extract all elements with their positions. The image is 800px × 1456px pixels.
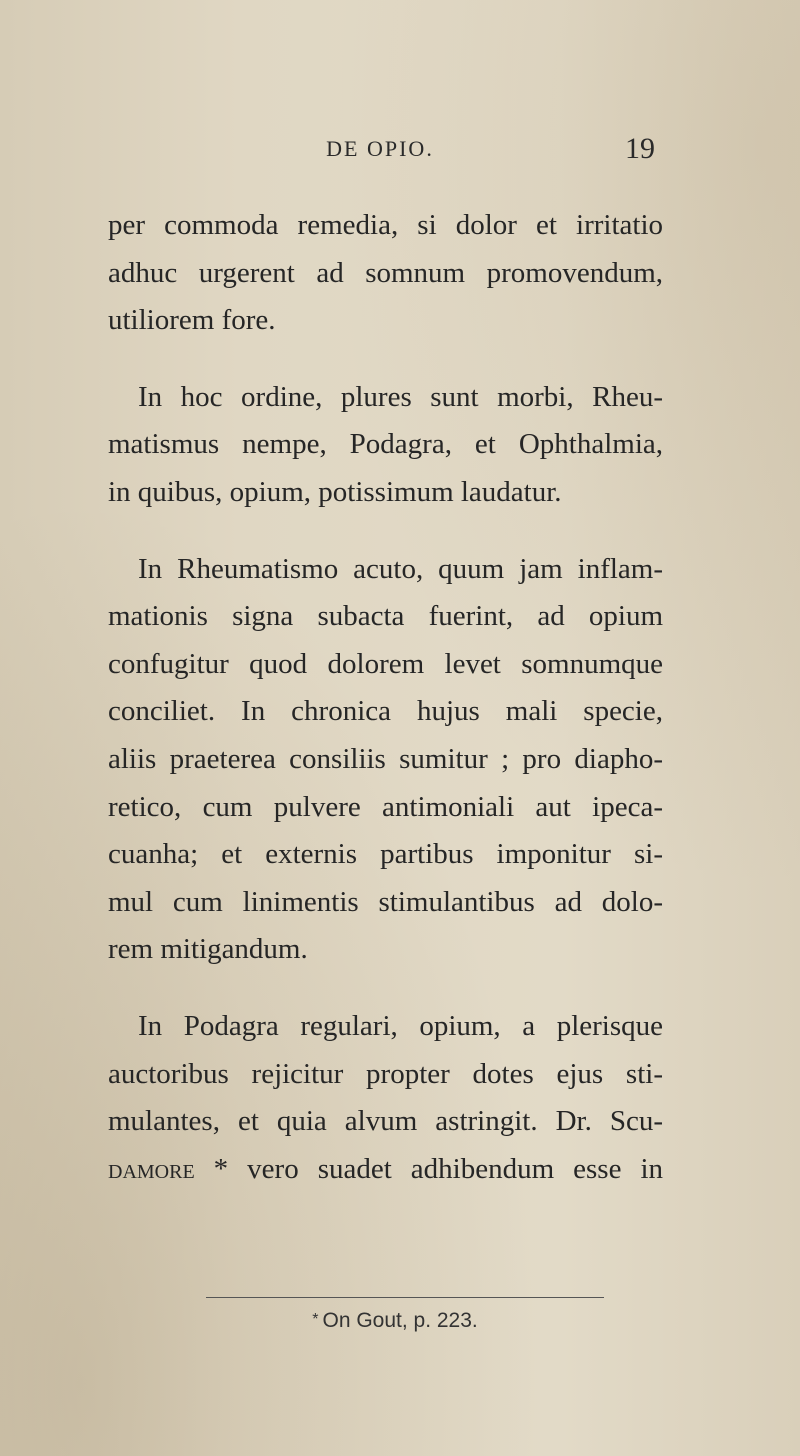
footnote-rule [206, 1297, 604, 1298]
text-line: mulantes, et quia alvum astringit. Dr. Scu- [108, 1105, 663, 1138]
footnote-mark: * [312, 1311, 319, 1328]
footnote [0, 1309, 800, 1333]
text-line: adhuc urgerent ad somnum promovendum, [108, 256, 663, 289]
body-text [108, 202, 663, 1222]
paragraph-4 [108, 1003, 663, 1193]
text-line: utiliorem fore. [108, 304, 276, 337]
text-line-rest: vero suadet adhibendum esse in [228, 1152, 664, 1185]
text-line: mul cum linimentis stimulantibus ad dolo- [108, 885, 663, 918]
running-title: DE OPIO. [326, 136, 434, 161]
running-head [0, 132, 800, 166]
text-line: cuanha; et externis partibus imponitur si- [108, 838, 663, 871]
footnote-ref-mark[interactable]: * [213, 1152, 229, 1185]
text-line: per commoda remedia, si dolor et irritatio [108, 209, 663, 241]
page-number: 19 [625, 132, 655, 165]
text-line: conciliet. In chronica hujus mali specie, [108, 695, 663, 728]
text-line: in quibus, opium, potissimum laudatur. [108, 475, 562, 508]
paragraph-2 [108, 374, 663, 517]
text-line-with-footnote-ref [108, 1146, 663, 1194]
text-line: confugitur quod dolorem levet somnumque [108, 647, 663, 680]
text-line: aliis praeterea consiliis sumitur ; pro diapho- [108, 742, 663, 775]
text-line: matismus nempe, Podagra, et Ophthalmia, [108, 428, 663, 461]
text-line: retico, cum pulvere antimoniali aut ipeca- [108, 790, 663, 823]
author-name-smallcaps: damore [108, 1152, 195, 1185]
text-line: mationis signa subacta fuerint, ad opium [108, 600, 663, 633]
text-line: auctoribus rejicitur propter dotes ejus sti- [108, 1057, 663, 1090]
footnote-text: On Gout, p. 223. [322, 1309, 478, 1332]
text-line: rem mitigandum. [108, 933, 308, 966]
paragraph-1 [108, 202, 663, 345]
text-line: In Rheumatismo acuto, quum jam inflam- [138, 552, 663, 585]
paragraph-3 [108, 546, 663, 974]
text-line: In hoc ordine, plures sunt morbi, Rheu- [138, 380, 663, 413]
text-line: In Podagra regulari, opium, a plerisque [138, 1009, 663, 1042]
